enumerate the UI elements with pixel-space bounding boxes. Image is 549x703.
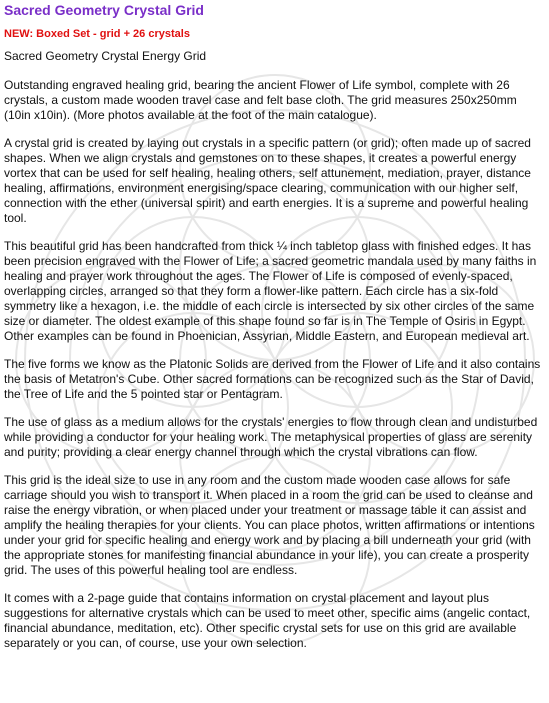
page-title: Sacred Geometry Crystal Grid <box>4 2 204 18</box>
description-paragraph: It comes with a 2-page guide that contains information on crystal placement and layout plus suggestions for alternative crystals which can be used to meet other, specific aims (angelic contact, financial abundance, meditation, etc). Other specific crystal sets for use on this grid are available separately or you can, of course, use your own selection. <box>4 591 531 650</box>
description-paragraph: The five forms we know as the Platonic Solids are derived from the Flower of Life and it also contains the basis of Metatron's Cube. Other sacred formations can be recognized such as the Star of David, the Tree of Life and the 5 pointed star or Pentagram. <box>4 357 541 401</box>
new-boxed-set-notice: NEW: Boxed Set - grid + 26 crystals <box>4 28 190 40</box>
description-paragraph: Outstanding engraved healing grid, bearing the ancient Flower of Life symbol, complete with 26 crystals, a custom made wooden travel case and felt base cloth. The grid measures 250x250mm (10in x10in). (More photos available at the foot of the main catalogue). <box>4 78 517 122</box>
product-name: Sacred Geometry Crystal Energy Grid <box>4 49 207 63</box>
description-paragraph: This grid is the ideal size to use in any room and the custom made wooden case allows for safe carriage should you wish to transport it. When placed in a room the grid can be used to cleanse and raise the energy vibration, or when placed under your treatment or massage table it can assist and amplify the healing therapies for your clients. You can place photos, written affirmations or intentions under your grid for specific healing and energy work and by placing a bill underneath your grid (with the appropriate stones for manifesting financial abundance in your life), you can create a prosperity grid. The uses of this powerful healing tool are endless. <box>4 473 535 577</box>
description-paragraph: This beautiful grid has been handcrafted from thick ¼ inch tabletop glass with finished edges. It has been precision engraved with the Flower of Life; a sacred geometric mandala used by many faiths in healing and prayer work throughout the ages. The Flower of Life is composed of evenly-spaced, overlapping circles, arranged so that they form a flower-like pattern. Each circle has a six-fold symmetry like a hexagon, i.e. the middle of each circle is intersected by six other circles of the same size or diameter. The oldest example of this shape found so far is in The Temple of Osiris in Egypt. Other examples can be found in Phoenician, Assyrian, Middle Eastern, and European medieval art. <box>4 239 537 343</box>
description-paragraph: The use of glass as a medium allows for the crystals' energies to flow through clean and undisturbed while providing a conductor for your healing work. The metaphysical properties of glass are serenity and purity; providing a clear energy channel through which the crystal vibrations can flow. <box>4 415 538 459</box>
description-paragraph: A crystal grid is created by laying out crystals in a specific pattern (or grid); often made up of sacred shapes. When we align crystals and gemstones on to these shapes, it creates a powerful energy vortex that can be used for self healing, healing others, self attunement, mediation, prayer, distance healing, affirmations, environment energising/space clearing, communication with our higher self, connection with the ether (universal spirit) and earth energies. It is a supreme and powerful healing tool. <box>4 136 531 225</box>
